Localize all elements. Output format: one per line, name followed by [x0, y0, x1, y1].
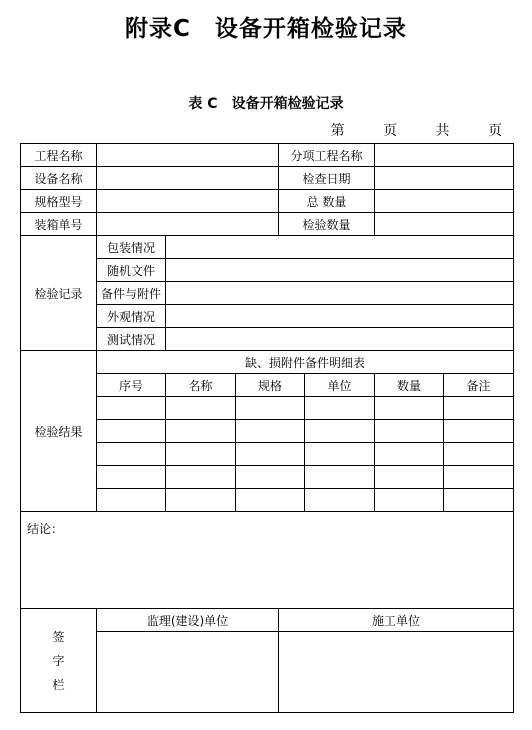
inspection-value[interactable] — [166, 328, 514, 351]
cell[interactable] — [444, 420, 514, 443]
supervisor-unit-label: 监理(建设)单位 — [97, 609, 279, 632]
inspection-row — [21, 236, 514, 259]
cell[interactable] — [305, 443, 375, 466]
total-quantity-label: 总 数量 — [279, 190, 375, 213]
construction-signature-area[interactable] — [279, 632, 514, 713]
inspection-item: 备件与附件 — [97, 282, 166, 305]
cell[interactable] — [444, 397, 514, 420]
inspection-date-value[interactable] — [375, 167, 514, 190]
cell[interactable] — [97, 420, 166, 443]
model-label: 规格型号 — [21, 190, 97, 213]
cell[interactable] — [375, 443, 444, 466]
column-header-index: 序号 — [97, 374, 166, 397]
cell[interactable] — [305, 397, 375, 420]
cell[interactable] — [305, 466, 375, 489]
signature-char: 字 — [52, 653, 65, 668]
table-title: 表 C 设备开箱检验记录 — [188, 96, 344, 112]
inspection-item: 随机文件 — [97, 259, 166, 282]
sub-project-name-label: 分项工程名称 — [279, 144, 375, 167]
project-name-label: 工程名称 — [21, 144, 97, 167]
column-header-name: 名称 — [166, 374, 236, 397]
cell[interactable] — [236, 466, 305, 489]
inspection-item: 包装情况 — [97, 236, 166, 259]
packing-list-label: 装箱单号 — [21, 213, 97, 236]
cell[interactable] — [236, 489, 305, 512]
inspection-date-label: 检查日期 — [279, 167, 375, 190]
equipment-name-value[interactable] — [97, 167, 279, 190]
inspection-item: 测试情况 — [97, 328, 166, 351]
cell[interactable] — [236, 420, 305, 443]
missing-parts-table-title: 缺、损附件备件明细表 — [97, 351, 514, 374]
row-equipment-name — [21, 167, 514, 190]
column-header-remarks: 备注 — [444, 374, 514, 397]
inspection-result-label: 检验结果 — [21, 351, 97, 512]
cell[interactable] — [166, 443, 236, 466]
cell[interactable] — [375, 466, 444, 489]
cell[interactable] — [97, 466, 166, 489]
row-model — [21, 190, 514, 213]
column-header-unit: 单位 — [305, 374, 375, 397]
cell[interactable] — [166, 397, 236, 420]
cell[interactable] — [97, 443, 166, 466]
cell[interactable] — [236, 397, 305, 420]
column-header-quantity: 数量 — [375, 374, 444, 397]
signature-char: 栏 — [52, 677, 65, 692]
result-title-row — [21, 351, 514, 374]
sub-project-name-value[interactable] — [375, 144, 514, 167]
conclusion-label: 结论： — [27, 522, 64, 536]
total-quantity-value[interactable] — [375, 190, 514, 213]
inspection-item: 外观情况 — [97, 305, 166, 328]
cell[interactable] — [97, 397, 166, 420]
inspection-value[interactable] — [166, 259, 514, 282]
cell[interactable] — [97, 489, 166, 512]
cell[interactable] — [444, 489, 514, 512]
cell[interactable] — [444, 443, 514, 466]
cell[interactable] — [305, 420, 375, 443]
model-value[interactable] — [97, 190, 279, 213]
column-header-spec: 规格 — [236, 374, 305, 397]
inspection-value[interactable] — [166, 236, 514, 259]
inspection-form — [20, 143, 514, 713]
conclusion-row — [21, 512, 514, 609]
inspection-record-label: 检验记录 — [21, 236, 97, 351]
inspected-quantity-label: 检验数量 — [279, 213, 375, 236]
cell[interactable] — [166, 466, 236, 489]
signature-char: 签 — [52, 629, 65, 644]
packing-list-value[interactable] — [97, 213, 279, 236]
cell[interactable] — [375, 420, 444, 443]
cell[interactable] — [375, 489, 444, 512]
cell[interactable] — [166, 420, 236, 443]
page-info: 第 页 共 页 — [330, 123, 512, 139]
cell[interactable] — [305, 489, 375, 512]
cell[interactable] — [375, 397, 444, 420]
row-packing-list — [21, 213, 514, 236]
supervisor-signature-area[interactable] — [97, 632, 279, 713]
project-name-value[interactable] — [97, 144, 279, 167]
appendix-title: 附录C 设备开箱检验记录 — [125, 16, 407, 42]
signature-label — [21, 609, 97, 713]
row-project-name — [21, 144, 514, 167]
conclusion-cell[interactable] — [21, 512, 514, 609]
cell[interactable] — [444, 466, 514, 489]
cell[interactable] — [166, 489, 236, 512]
inspection-value[interactable] — [166, 305, 514, 328]
signature-header-row — [21, 609, 514, 632]
construction-unit-label: 施工单位 — [279, 609, 514, 632]
equipment-name-label: 设备名称 — [21, 167, 97, 190]
cell[interactable] — [236, 443, 305, 466]
inspection-value[interactable] — [166, 282, 514, 305]
inspected-quantity-value[interactable] — [375, 213, 514, 236]
